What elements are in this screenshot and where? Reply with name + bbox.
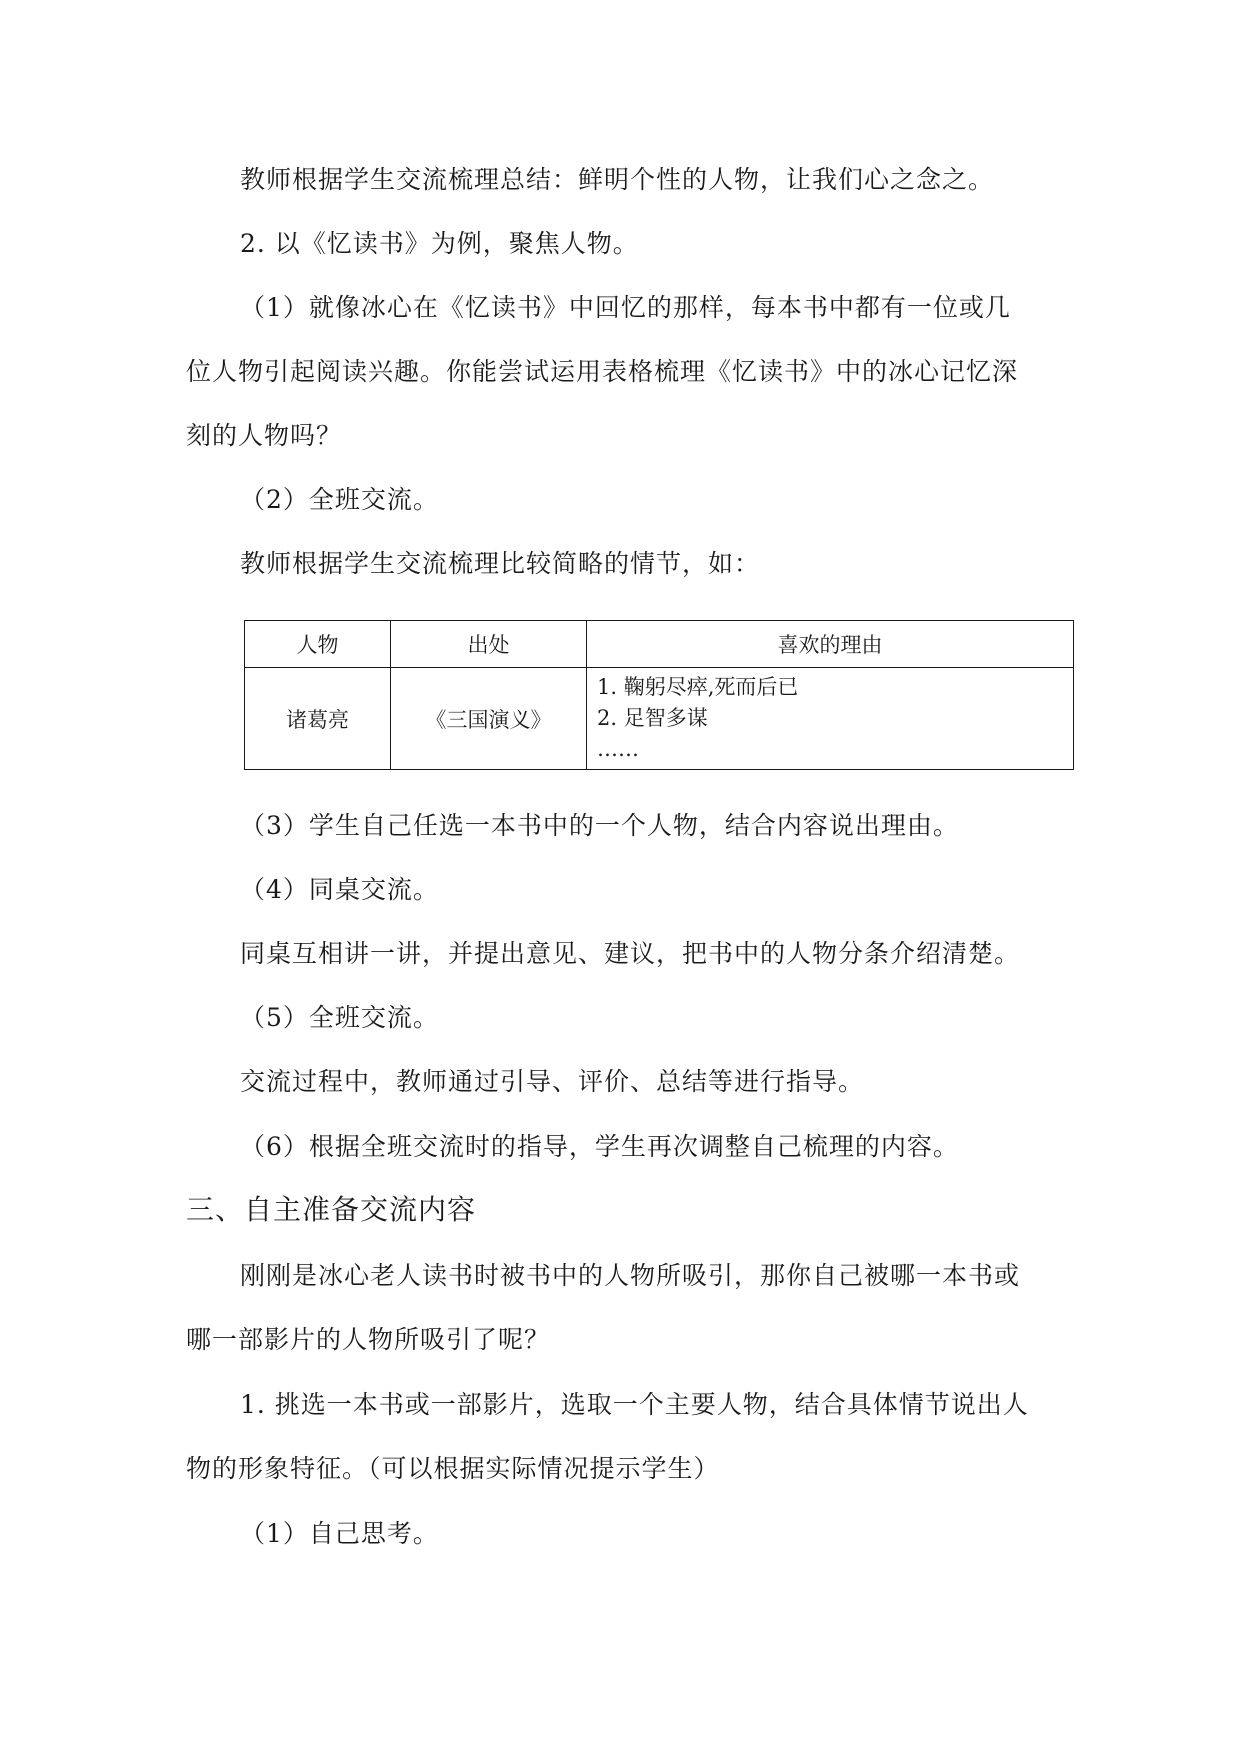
paragraph: （1）自己思考。 xyxy=(240,1519,439,1548)
paragraph: （5）全班交流。 xyxy=(240,1003,439,1032)
paragraph: 教师根据学生交流梳理比较简略的情节，如： xyxy=(240,549,761,578)
table-header: 喜欢的理由 xyxy=(587,621,1074,668)
paragraph: 1. 挑选一本书或一部影片，选取一个主要人物，结合具体情节说出人 xyxy=(240,1390,1029,1419)
paragraph: 刻的人物吗？ xyxy=(186,421,343,450)
table-cell-source: 《三国演义》 xyxy=(391,668,587,770)
paragraph: （1）就像冰心在《忆读书》中回忆的那样，每本书中都有一位或几 xyxy=(240,293,1011,322)
paragraph: （4）同桌交流。 xyxy=(240,875,439,904)
paragraph: 哪一部影片的人物所吸引了呢？ xyxy=(186,1325,551,1354)
table-header: 出处 xyxy=(391,621,587,668)
reason-item: 2. 足智多谋 xyxy=(597,706,708,730)
paragraph: 位人物引起阅读兴趣。你能尝试运用表格梳理《忆读书》中的冰心记忆深 xyxy=(186,357,1019,386)
character-table xyxy=(244,620,1074,770)
table-cell-reasons xyxy=(587,668,1074,770)
paragraph: 交流过程中，教师通过引导、评价、总结等进行指导。 xyxy=(240,1067,865,1096)
paragraph: 物的形象特征。（可以根据实际情况提示学生） xyxy=(186,1454,720,1483)
section-heading: 三、自主准备交流内容 xyxy=(186,1193,477,1226)
reason-item: 1. 鞠躬尽瘁,死而后已 xyxy=(597,675,799,699)
paragraph: （6）根据全班交流时的指导，学生再次调整自己梳理的内容。 xyxy=(240,1132,959,1161)
table-cell-person: 诸葛亮 xyxy=(245,668,391,770)
table-header: 人物 xyxy=(245,621,391,668)
paragraph: （3）学生自己任选一本书中的一个人物，结合内容说出理由。 xyxy=(240,811,959,840)
paragraph: 刚刚是冰心老人读书时被书中的人物所吸引，那你自己被哪一本书或 xyxy=(240,1261,1021,1290)
paragraph: 2. 以《忆读书》为例，聚焦人物。 xyxy=(240,229,639,258)
table-header-row xyxy=(245,621,1074,668)
paragraph: （2）全班交流。 xyxy=(240,485,439,514)
paragraph: 教师根据学生交流梳理总结：鲜明个性的人物，让我们心之念之。 xyxy=(240,165,995,194)
table-row xyxy=(245,668,1074,770)
paragraph: 同桌互相讲一讲，并提出意见、建议，把书中的人物分条介绍清楚。 xyxy=(240,939,1021,968)
reason-item: …… xyxy=(597,737,639,761)
